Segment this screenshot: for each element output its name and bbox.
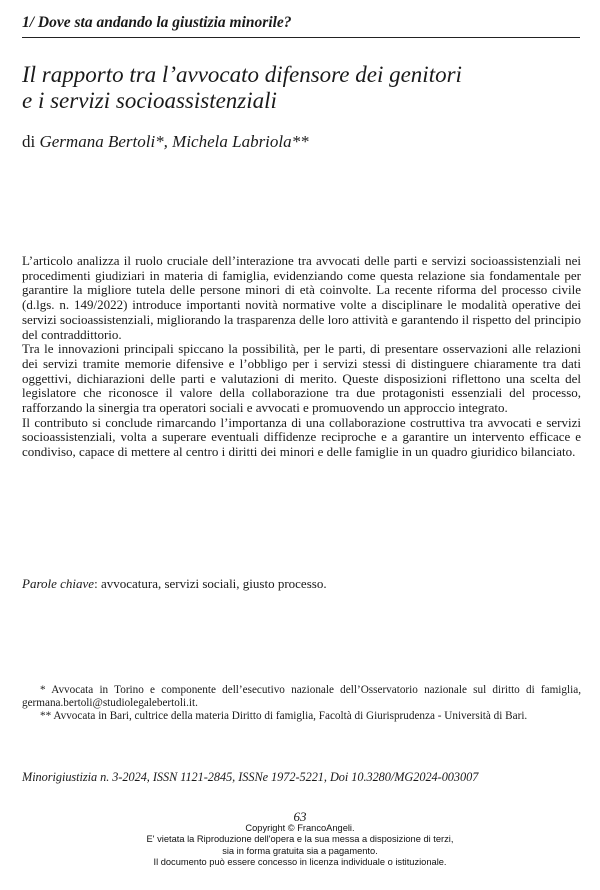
copyright-line-4: Il documento può essere concesso in licenza individuale o istituzionale. bbox=[153, 857, 447, 868]
footnote-2: ** Avvocata in Bari, cultrice della materia Diritto di famiglia, Facoltà di Giurisprudenza - Università di Bari. bbox=[40, 710, 528, 722]
copyright-notice bbox=[0, 823, 600, 869]
journal-reference: Minorigiustizia n. 3-2024, ISSN 1121-2845, ISSNe 1972-5221, Doi 10.3280/MG2024-003007 bbox=[22, 770, 479, 784]
footnotes bbox=[22, 684, 581, 723]
abstract-paragraph-1: L’articolo analizza il ruolo cruciale dell’interazione tra avvocati delle parti e servizi socioassistenziali nei procedimenti giudiziari in materia di famiglia, evidenziando come questa relazione sia fondamentale per garantire la migliore tutela delle persone minori di età coinvolte. La recente riforma del processo civile (d.lgs. n. 149/2022) introduce importanti novità normative volte a disciplinare le modalità operative dei servizi socioassistenziali, migliorando la trasparenza delle loro attività e garantendo il rispetto del principio del contraddittorio. bbox=[22, 253, 581, 342]
copyright-line-1: Copyright © FrancoAngeli. bbox=[245, 823, 355, 833]
abstract-paragraph-2: Tra le innovazioni principali spiccano la possibilità, per le parti, di presentare osservazioni alle relazioni dei servizi tramite memorie difensive e l’obbligo per i servizi stessi di distinguere chiaramente tra dati oggettivi, dichiarazioni delle parti e valutazioni di merito. Queste disposizioni riflettono una scelta del legislatore che riconosce il valore della collaborazione tra due protagonisti essenziali del processo, rafforzando la sinergia tra operatori sociali e avvocati e promuovendo un approccio integrato. bbox=[22, 341, 581, 416]
article-title-line-2: e i servizi socioassistenziali bbox=[22, 88, 277, 113]
section-heading: 1/ Dove sta andando la giustizia minorile? bbox=[22, 14, 580, 38]
abstract-paragraph-3: Il contributo si conclude rimarcando l’importanza di una collaborazione costruttiva tra avvocati e servizi socioassistenziali, volta a superare eventuali diffidenze reciproche e a garantire un intervento efficace e condiviso, capace di mettere al centro i diritti dei minori e delle famiglie in un quadro giuridico bilanciato. bbox=[22, 414, 581, 460]
footnote-1: * Avvocata in Torino e componente dell’esecutivo nazionale dell’Osservatorio nazionale sul diritto di famiglia, germana.bertoli@studiolegalebertoli.it. bbox=[22, 684, 581, 709]
keywords-label: Parole chiave bbox=[22, 576, 95, 591]
copyright-line-2: E' vietata la Riproduzione dell'opera e la sua messa a disposizione di terzi, bbox=[146, 834, 454, 845]
keywords-list: : avvocatura, servizi sociali, giusto processo. bbox=[94, 576, 327, 591]
keywords bbox=[22, 576, 327, 592]
article-title bbox=[22, 62, 582, 114]
author-byline bbox=[22, 132, 309, 152]
abstract bbox=[22, 254, 581, 460]
byline-prefix: di bbox=[22, 132, 36, 151]
copyright-line-3: sia in forma gratuita sia a pagamento. bbox=[222, 845, 378, 856]
page-number: 63 bbox=[293, 809, 307, 824]
author-names: Germana Bertoli*, Michela Labriola** bbox=[39, 132, 309, 151]
article-title-line-1: Il rapporto tra l’avvocato difensore dei genitori bbox=[22, 62, 462, 87]
